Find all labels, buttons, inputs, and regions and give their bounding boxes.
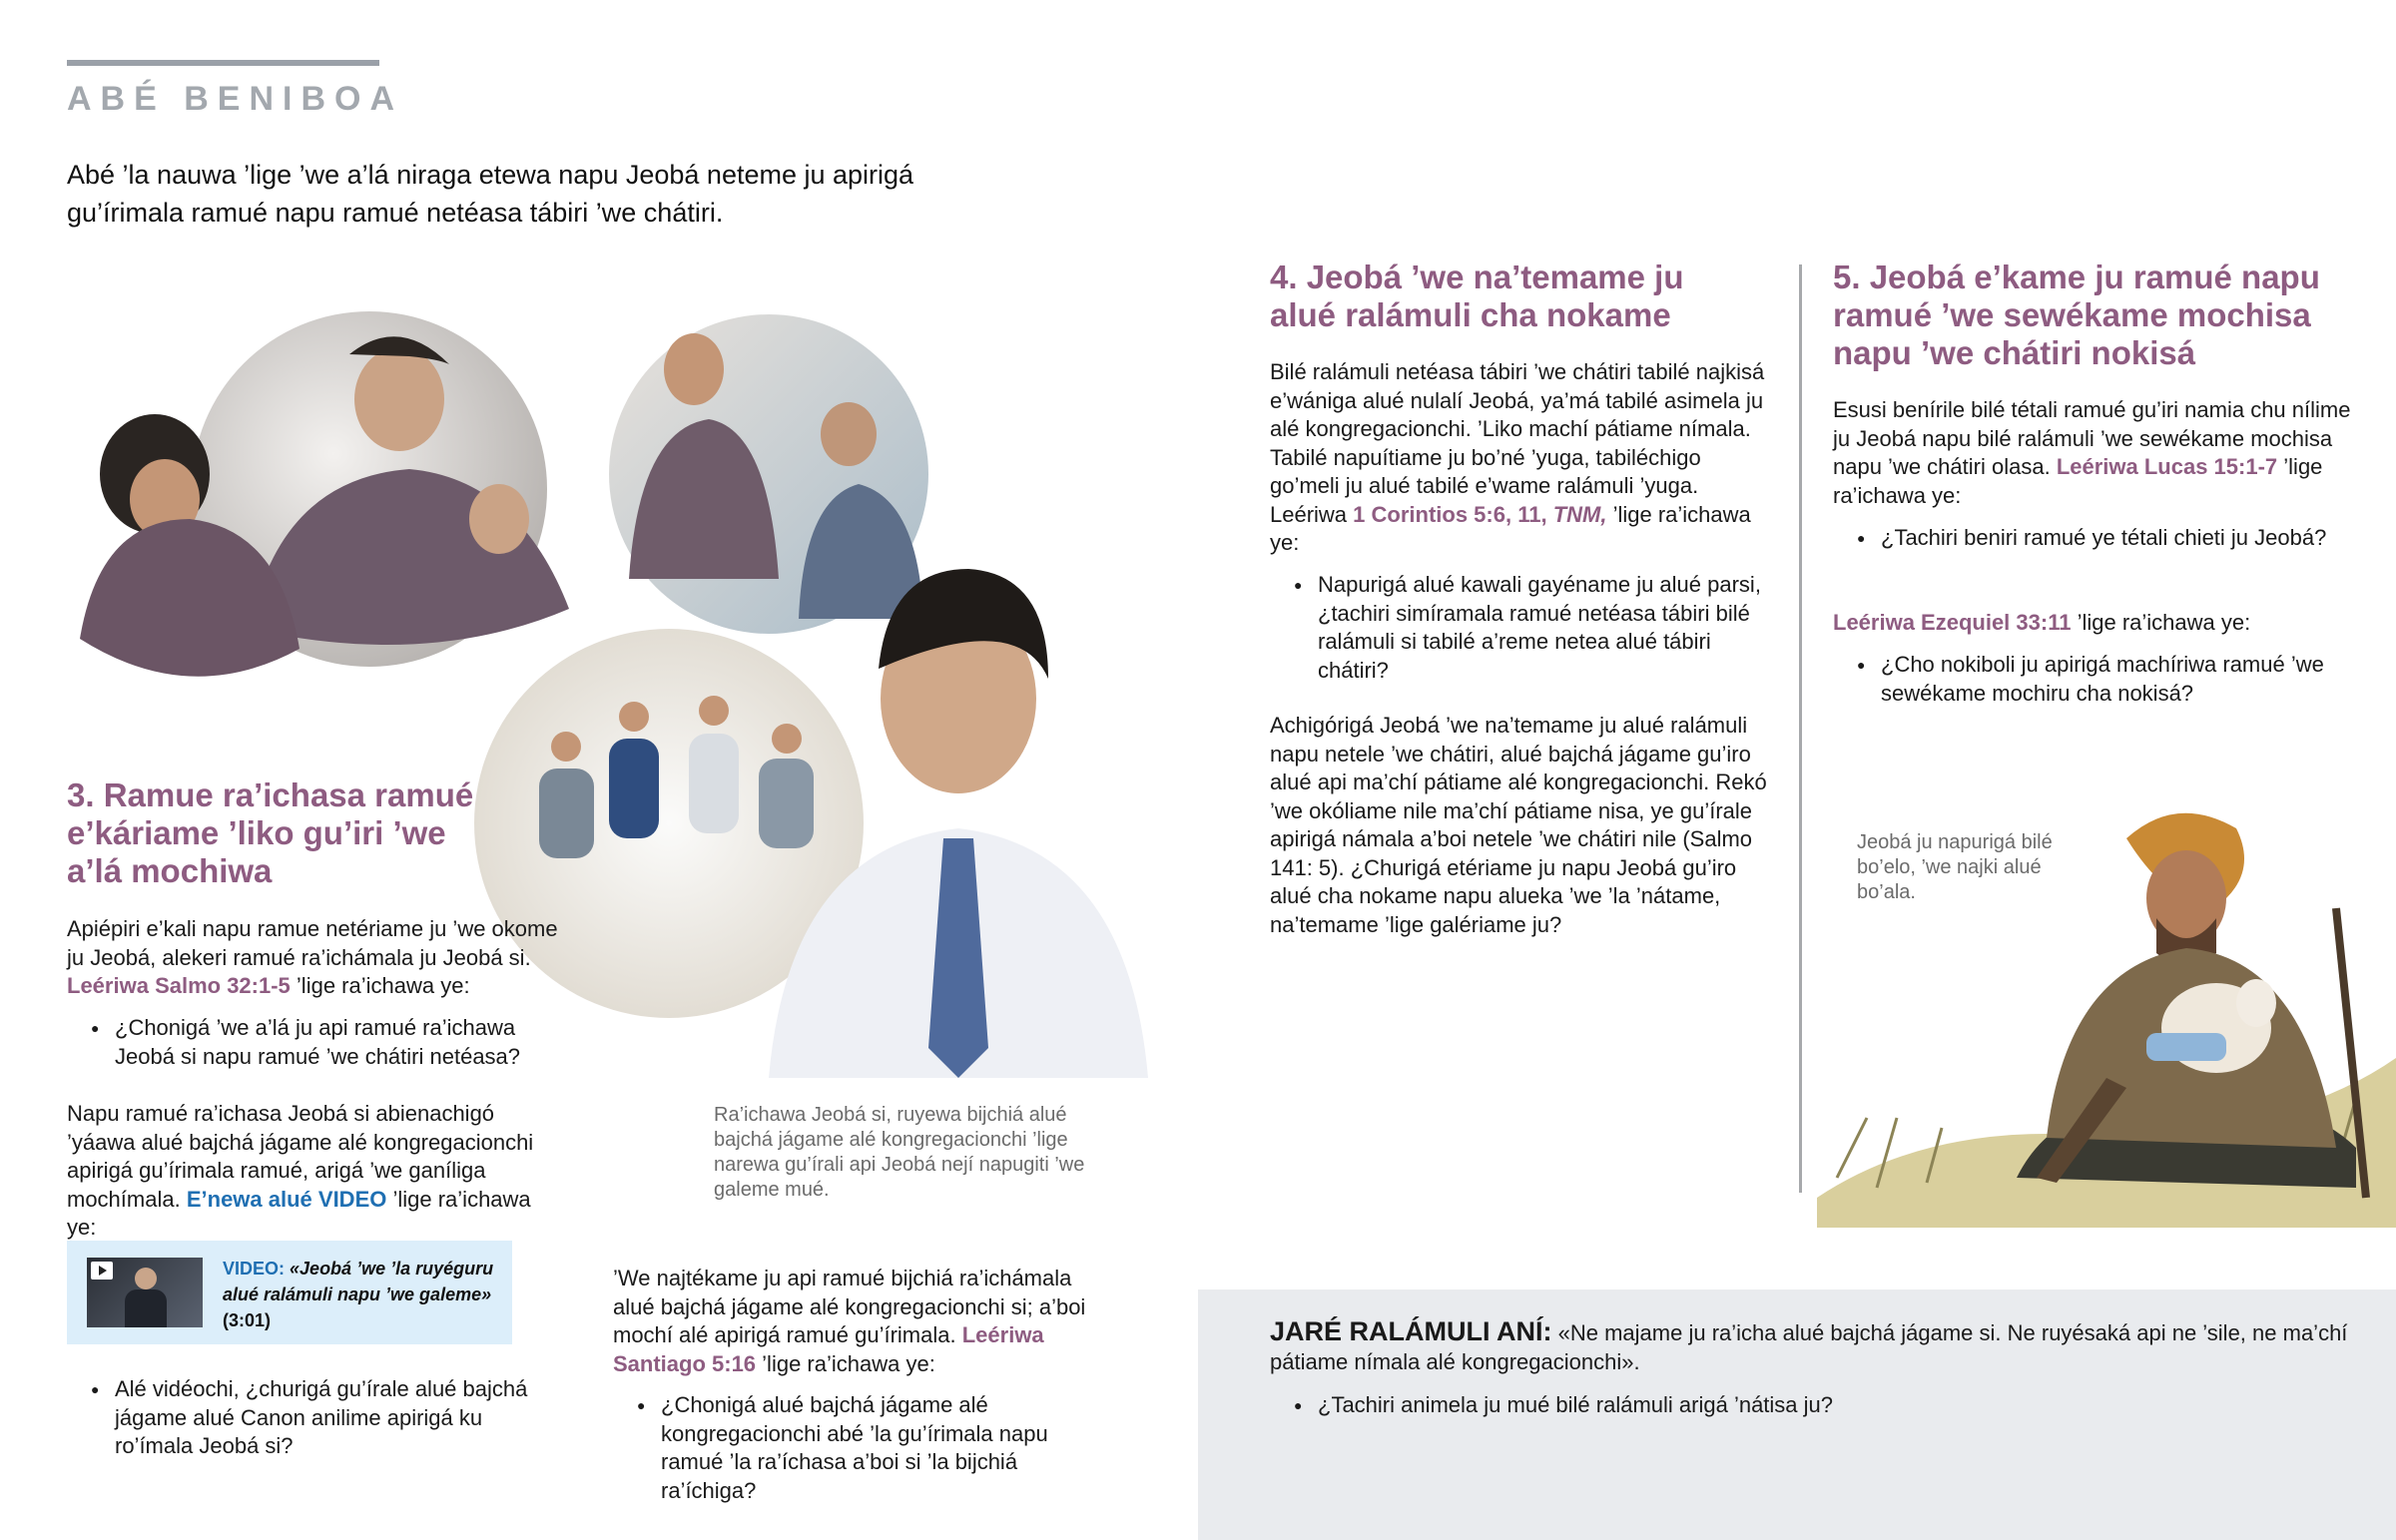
shepherd-caption: Jeobá ju napurigá bilé bo’elo, ’we najki alué bo’ala. bbox=[1857, 831, 2053, 903]
discussion-quote: JARÉ RALÁMULI ANÍ: «Ne majame ju ra’icha alué bajchá jágame si. Ne ruyésaká api ne ’sile, ne ma’chí pátiame nímala alé kongregacionchi». bbox=[1270, 1316, 2348, 1374]
video-caption: VIDEO: «Jeobá ’we ’la ruyéguru alué ralámuli napu ’we galeme» (3:01) bbox=[223, 1259, 494, 1330]
video-thumbnail[interactable] bbox=[87, 1258, 203, 1327]
question-item: ● ¿Chonigá alué bajchá jágame alé kongregacionchi abé ’la gu’írimala napu ramué ’la ra’íchasa a’boi si ’la bijchiá ra’íchiga? bbox=[613, 1391, 1112, 1505]
section-label: ABÉ BENIBOA bbox=[67, 80, 404, 118]
section-3-question-1 bbox=[67, 1014, 566, 1071]
section-5-paragraph-2: Leériwa Ezequiel 33:11 ’lige ra’ichawa ye: bbox=[1833, 610, 2251, 635]
column-2-question bbox=[613, 1391, 1112, 1505]
scripture-ref-lucas[interactable]: Leériwa Lucas 15:1-7 bbox=[2056, 454, 2278, 479]
discussion-question bbox=[1270, 1391, 2368, 1420]
speaker-head bbox=[135, 1268, 157, 1289]
play-icon[interactable] bbox=[91, 1262, 113, 1280]
illustration-caption: Ra’ichawa Jeobá si, ruyewa bijchiá alué bajchá jágame alé kongregacionchi ’lige narewa gu’írali api Jeobá nejí napugiti ’we galeme mué. bbox=[714, 1104, 1085, 1201]
question-item: ● Napurigá alué kawali gayéname ju alué parsi, ¿tachiri simíramala ramué netéasa tábiri bilé ralámuli si tabilé a’reme netea alué tábiri chátiri? bbox=[1270, 571, 1769, 685]
column-2-paragraph: ’We najtékame ju api ramué bijchiá ra’ichámala alué bajchá jágame alé kongregacionchi si; a’boi mochí alé apirigá ramué gu’írimala. Leériwa Santiago 5:16 ’lige ra’ichawa ye: bbox=[613, 1266, 1086, 1376]
video-link[interactable]: E’newa alué VIDEO bbox=[186, 1186, 387, 1212]
section-4-question-1 bbox=[1270, 571, 1769, 685]
section-3-paragraph-1: Apiépiri e’kali napu ramue netériame ju ’we okome ju Jeobá, alekeri ramué ra’ichámala ju Jeobá si. Leériwa Salmo 32:1-5 ’lige ra’ichawa ye: bbox=[67, 916, 558, 998]
section-5-question-1 bbox=[1833, 524, 2352, 553]
section-3-paragraph-2: Napu ramué ra’ichasa Jeobá si abienachigó ’yáawa alué bajchá jágame alé kongregacionchi apirigá gu’írimala ramué, arigá ’we ganíliga mochímala. E’newa alué VIDEO ’lige ra’ichawa ye: bbox=[67, 1101, 534, 1240]
scripture-ref-corintios[interactable]: 1 Corintios 5:6, 11, bbox=[1353, 501, 1547, 527]
section-5-heading: 5. Jeobá e’kame ju ramué napu ramué ’we sewékame mochisa napu ’we chátiri nokisá bbox=[1833, 258, 2320, 371]
column-divider bbox=[1799, 264, 1802, 1193]
question-item: ● ¿Tachiri beniri ramué ye tétali chieti ju Jeobá? bbox=[1833, 524, 2352, 553]
section-4-paragraph-2: Achigórigá Jeobá ’we na’temame ju alué ralámuli napu netele ’we chátiri, alué bajchá jágame gu’iro alué api ma’chí pátiame alé kongregacionchi. Rekó ’we okóliame nile ma’chí pátiame nisa, ye gu’írale apirigá námala a’boi netele ’we chátiri nile (Salmo 141: 5). ¿Churigá etériame ju napu Jeobá gu’iro alué cha nokame napu alueka ’we ’la ’nátame, na’temame ’lige galériame ju? bbox=[1270, 713, 1767, 937]
section-4-heading: 4. Jeobá ’we na’temame ju alué ralámuli cha nokame bbox=[1270, 258, 1684, 333]
scripture-ref-santiago[interactable]: Leériwa Santiago 5:16 bbox=[613, 1322, 1044, 1376]
question-item: ● ¿Chonigá ’we a’lá ju api ramué ra’ichawa Jeobá si napu ramué ’we chátiri netéasa? bbox=[67, 1014, 566, 1071]
video-card[interactable] bbox=[67, 1241, 512, 1344]
section-3-heading: 3. Ramue ra’ichasa ramué e’káriame ’liko gu’iri ’we a’lá mochiwa bbox=[67, 776, 474, 889]
question-item: ● ¿Cho nokiboli ju apirigá machíriwa ramué ’we sewékame mochiru cha nokisá? bbox=[1833, 651, 2352, 708]
discussion-label: JARÉ RALÁMULI ANÍ: bbox=[1270, 1316, 1552, 1346]
scripture-ref-salmo[interactable]: Leériwa Salmo 32:1-5 bbox=[67, 973, 291, 998]
section-4-paragraph-1: Bilé ralámuli netéasa tábiri ’we chátiri tabilé najkisá e’wániga alué nulalí Jeobá, ya’má tabilé asimela ju alé kongregacionchi. ’Liko machí pátiame nímala. Tabilé napuítiame ju bo’né ’yuga, tabiléchigo go’meli ju alué tabilé e’wame ralámuli ’yuga. Leériwa 1 Corintios 5:6, 11, TNM, ’lige ra’ichawa ye: bbox=[1270, 359, 1765, 555]
question-item: ● Alé vidéochi, ¿churigá gu’írale alué bajchá jágame alué Canon anilime apirigá ku ro’ímala Jeobá si? bbox=[67, 1375, 566, 1461]
speaker-body bbox=[125, 1289, 167, 1327]
question-item: ● ¿Tachiri animela ju mué bilé ralámuli arigá ’nátisa ju? bbox=[1270, 1391, 2368, 1420]
intro-text: Abé ’la nauwa ’lige ’we a’lá niraga etewa napu Jeobá neteme ju apirigá gu’írimala ramué napu ramué netéasa tábiri ’we chátiri. bbox=[67, 160, 914, 228]
section-5-question-2 bbox=[1833, 651, 2352, 708]
section-3-question-2 bbox=[67, 1375, 566, 1461]
section-5-paragraph-1: Esusi benírile bilé tétali ramué gu’iri namia chu nílime ju Jeobá napu bilé ralámuli ’we sewékame mochisa napu ’we chátiri olasa. Leériwa Lucas 15:1-7 ’lige ra’ichawa ye: bbox=[1833, 397, 2351, 508]
header-rule bbox=[67, 60, 379, 66]
illustration-shepherd bbox=[1817, 778, 2396, 1228]
scripture-ref-ezequiel[interactable]: Leériwa Ezequiel 33:11 bbox=[1833, 610, 2072, 635]
